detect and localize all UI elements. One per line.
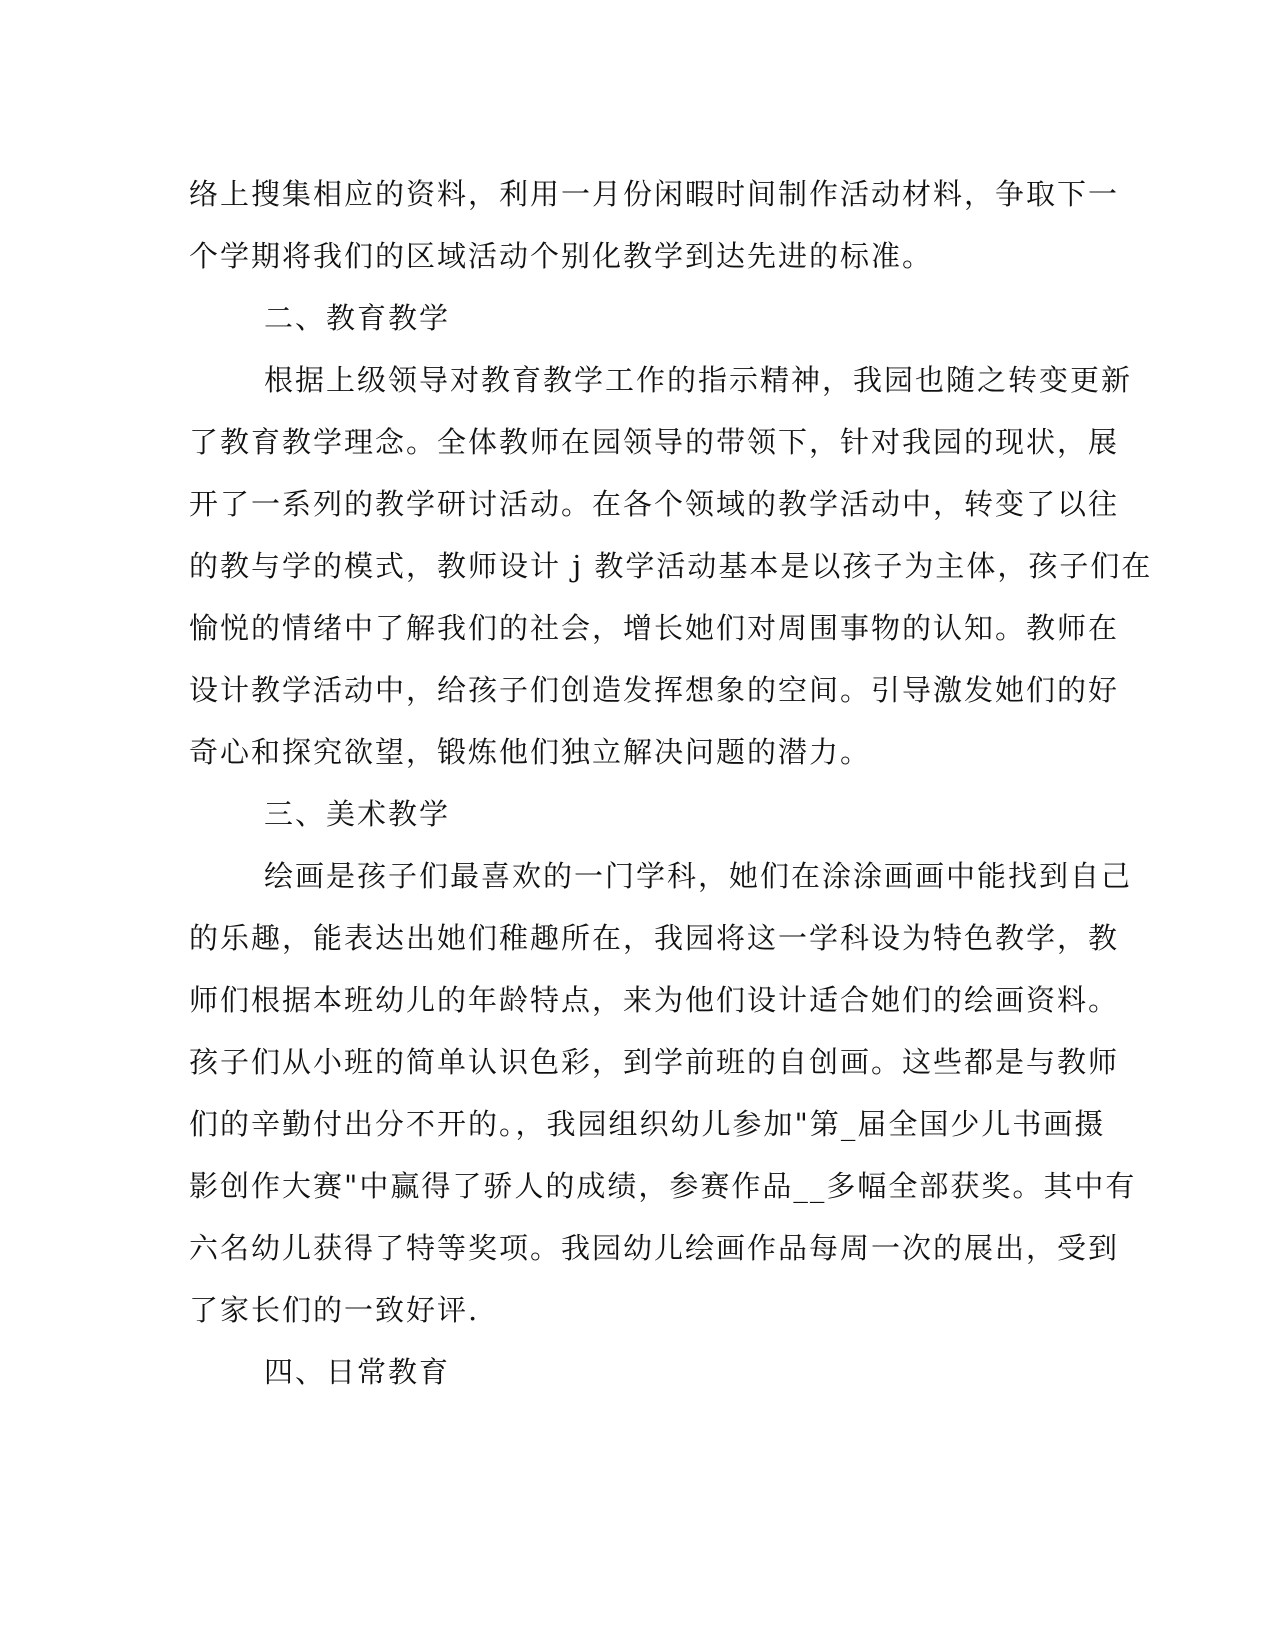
text-line: 开了一系列的教学研讨活动。在各个领域的教学活动中，转变了以往 xyxy=(189,487,1120,521)
text-line: 愉悦的情绪中了解我们的社会，增长她们对周围事物的认知。教师在 xyxy=(189,611,1120,645)
text-line: 个学期将我们的区域活动个别化教学到达先进的标准。 xyxy=(189,239,934,273)
text-line: 了家长们的一致好评. xyxy=(189,1293,480,1327)
text-line: 设计教学活动中，给孩子们创造发挥想象的空间。引导激发她们的好 xyxy=(189,673,1120,707)
section-heading: 二、教育教学 xyxy=(264,301,451,335)
text-line: 绘画是孩子们最喜欢的一门学科，她们在涂涂画画中能找到自己 xyxy=(264,859,1133,893)
text-line: 师们根据本班幼儿的年龄特点，来为他们设计适合她们的绘画资料。 xyxy=(189,983,1120,1017)
text-line: 孩子们从小班的简单认识色彩，到学前班的自创画。这些都是与教师 xyxy=(189,1045,1120,1079)
document-body xyxy=(189,163,1153,1403)
section-heading: 三、美术教学 xyxy=(264,797,451,831)
text-line: 的教与学的模式，教师设计 j 教学活动基本是以孩子为主体，孩子们在 xyxy=(189,549,1153,583)
text-line: 络上搜集相应的资料，利用一月份闲暇时间制作活动材料，争取下一 xyxy=(189,177,1120,211)
text-line: 们的辛勤付出分不开的。，我园组织幼儿参加"第_届全国少儿书画摄 xyxy=(189,1107,1106,1141)
text-line: 根据上级领导对教育教学工作的指示精神，我园也随之转变更新 xyxy=(264,363,1133,397)
text-line: 影创作大赛"中赢得了骄人的成绩，参赛作品__多幅全部获奖。其中有 xyxy=(189,1169,1137,1203)
section-heading: 四、日常教育 xyxy=(264,1355,451,1389)
text-line: 六名幼儿获得了特等奖项。我园幼儿绘画作品每周一次的展出，受到 xyxy=(189,1231,1120,1265)
text-line: 奇心和探究欲望，锻炼他们独立解决问题的潜力。 xyxy=(189,735,872,769)
text-line: 了教育教学理念。全体教师在园领导的带领下，针对我园的现状，展 xyxy=(189,425,1120,459)
text-line: 的乐趣，能表达出她们稚趣所在，我园将这一学科设为特色教学，教 xyxy=(189,921,1120,955)
